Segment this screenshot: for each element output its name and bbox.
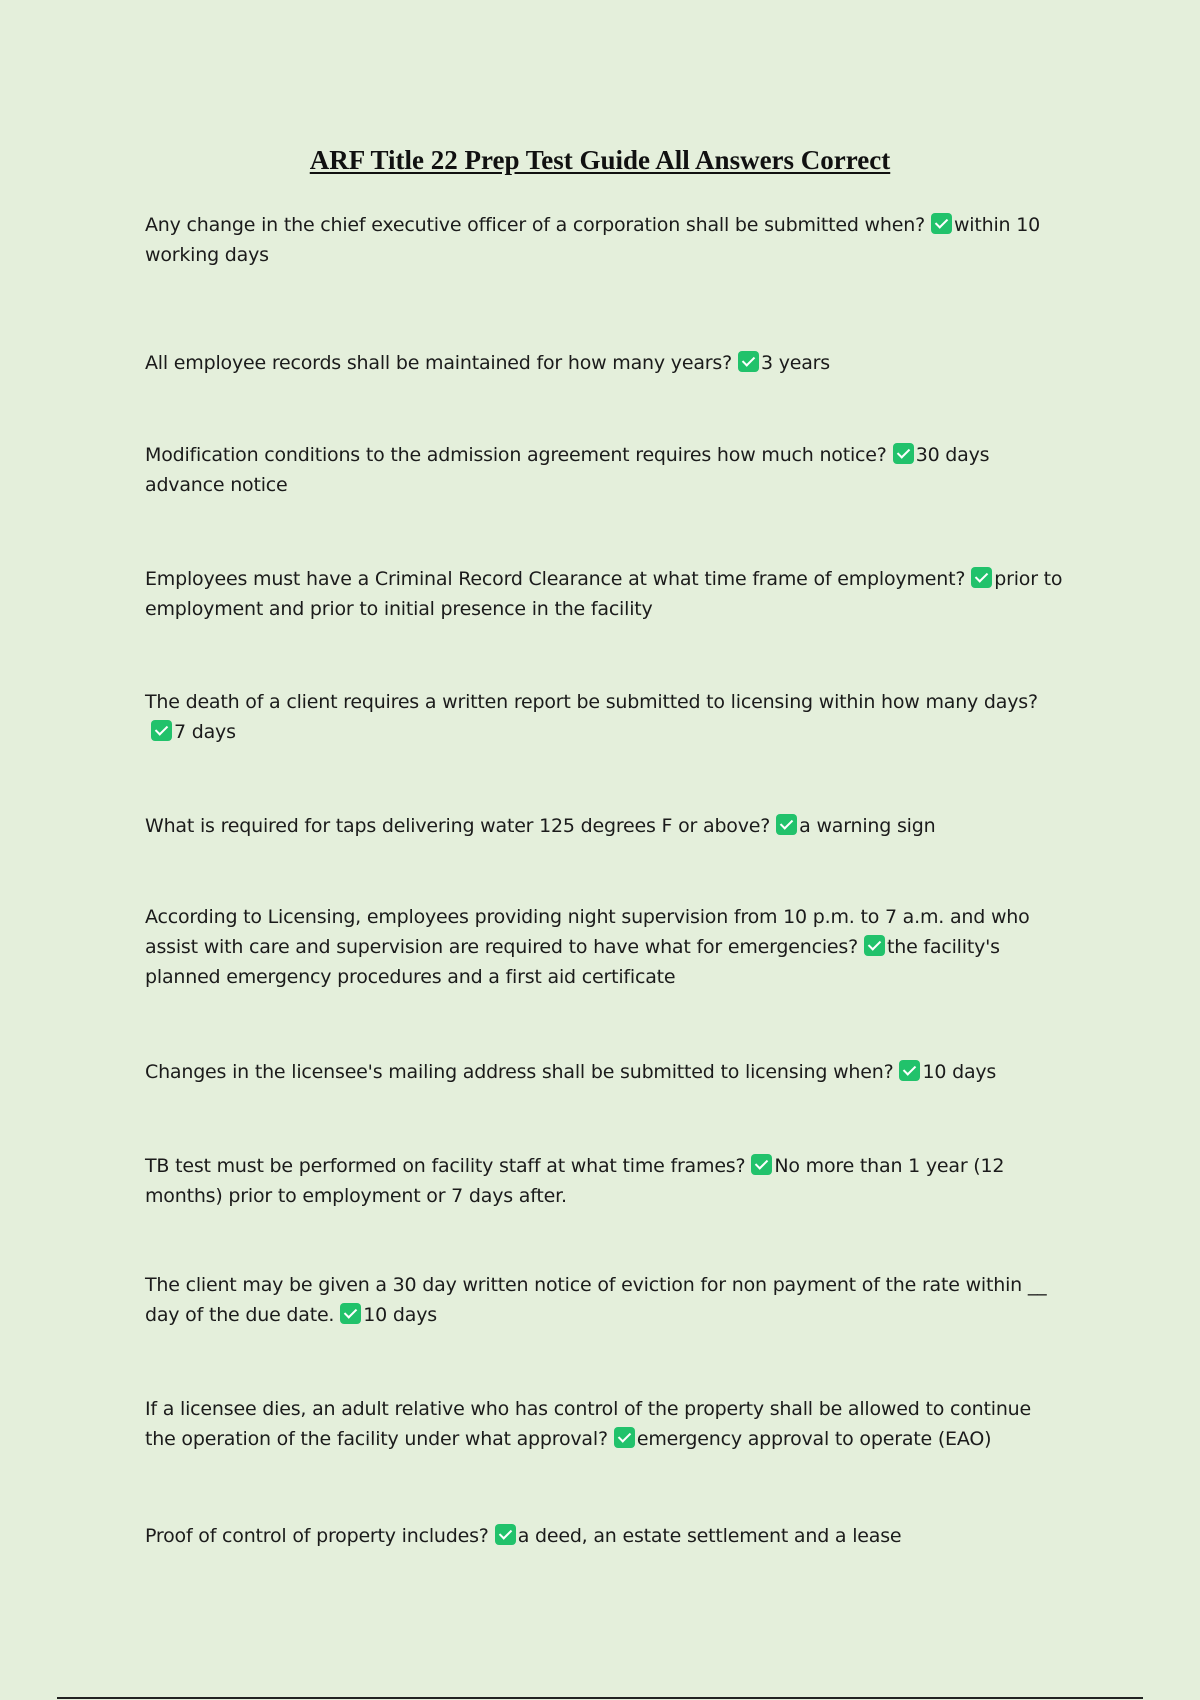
answer-text: within 10 working days <box>145 214 1041 266</box>
answer-text: 10 days <box>922 1061 997 1083</box>
question-text: Employees must have a Criminal Record Clearance at what time frame of employment? <box>145 568 966 590</box>
question-text: According to Licensing, employees providing night supervision from 10 p.m. to 7 a.m. and who assist with care and supervision are required to have what for emergencies? <box>145 906 1030 958</box>
question-text: What is required for taps delivering water 125 degrees F or above? <box>145 815 771 837</box>
check-mark-icon <box>971 567 992 588</box>
question-text: All employee records shall be maintained for how many years? <box>145 352 732 374</box>
check-mark-icon <box>776 814 797 835</box>
question-text: Modification conditions to the admission agreement requires how much notice? <box>145 444 887 466</box>
qa-item <box>145 440 1065 500</box>
qa-item <box>145 1394 1065 1454</box>
answer-text: 3 years <box>760 352 830 374</box>
qa-item <box>145 210 1065 270</box>
qa-item <box>145 1151 1065 1211</box>
qa-item <box>145 687 1065 747</box>
qa-item <box>145 902 1065 992</box>
question-text: Any change in the chief executive officer of a corporation shall be submitted when? <box>145 214 925 236</box>
check-mark-icon <box>931 213 952 234</box>
answer-text: 7 days <box>174 721 236 743</box>
answer-text: emergency approval to operate (EAO) <box>636 1428 992 1450</box>
qa-item <box>145 1057 1065 1087</box>
answer-text: No more than 1 year (12 months) prior to employment or 7 days after. <box>145 1155 1005 1207</box>
check-mark-icon <box>893 443 914 464</box>
question-text: Proof of control of property includes? <box>145 1525 489 1547</box>
document-title: ARF Title 22 Prep Test Guide All Answers Correct <box>309 145 891 175</box>
answer-text: prior to employment and prior to initial presence in the facility <box>145 568 1063 620</box>
question-text: Changes in the licensee's mailing address shall be submitted to licensing when? <box>145 1061 894 1083</box>
answer-text: the facility's planned emergency procedures and a first aid certificate <box>145 936 1000 988</box>
qa-item <box>145 1270 1065 1330</box>
check-mark-icon <box>340 1303 361 1324</box>
check-mark-icon <box>864 935 885 956</box>
answer-text: 30 days advance notice <box>145 444 990 496</box>
question-text: TB test must be performed on facility staff at what time frames? <box>145 1155 746 1177</box>
check-mark-icon <box>751 1154 772 1175</box>
question-text: The client may be given a 30 day written notice of eviction for non payment of the rate within __ day of the due date. <box>145 1274 1047 1326</box>
qa-item <box>145 1521 1065 1551</box>
qa-item <box>145 811 1065 841</box>
check-mark-icon <box>614 1427 635 1448</box>
answer-text: 10 days <box>363 1304 437 1326</box>
page-footer-rule <box>57 1697 1143 1699</box>
question-text: The death of a client requires a written report be submitted to licensing within how many days? <box>145 691 1038 713</box>
qa-item <box>145 348 1065 378</box>
check-mark-icon <box>738 351 759 372</box>
check-mark-icon <box>151 720 172 741</box>
check-mark-icon <box>495 1524 516 1545</box>
answer-text: a deed, an estate settlement and a lease <box>517 1525 902 1547</box>
question-text: If a licensee dies, an adult relative who has control of the property shall be allowed to continue the operation of the facility under what approval? <box>145 1398 1031 1450</box>
qa-item <box>145 564 1065 624</box>
answer-text: a warning sign <box>799 815 936 837</box>
check-mark-icon <box>899 1060 920 1081</box>
